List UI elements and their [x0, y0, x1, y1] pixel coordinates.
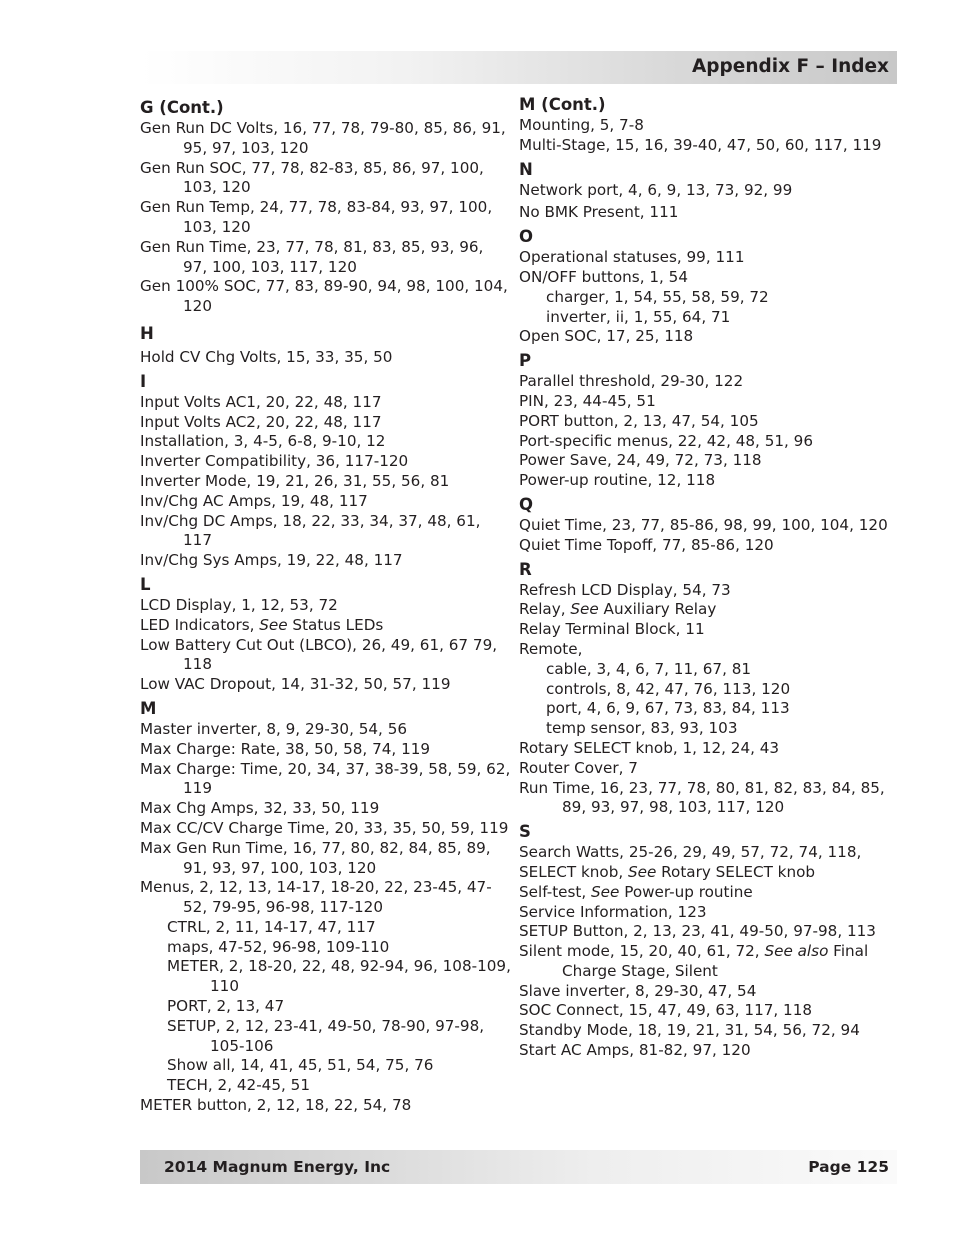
- section-heading-o: O: [519, 227, 534, 247]
- index-entry-max-gen-run-time: Max Gen Run Time, 16, 77, 80, 82, 84, 85, 89, 91, 93, 97, 100, 103, 120: [140, 838, 491, 877]
- index-entry-inverter-compatibility: Inverter Compatibility, 36, 117-120: [140, 452, 409, 471]
- index-column-right: [519, 94, 899, 1061]
- footer-page-number: Page 125: [808, 1158, 889, 1176]
- index-entry-standby-mode: Standby Mode, 18, 19, 21, 31, 54, 56, 72, 94: [519, 1021, 860, 1040]
- index-entry-input-volts-ac2: Input Volts AC2, 20, 22, 48, 117: [140, 412, 382, 431]
- index-entry-max-chg-amps: Max Chg Amps, 32, 33, 50, 119: [140, 799, 380, 818]
- index-subentry-remote-port: port, 4, 6, 9, 67, 73, 83, 84, 113: [546, 699, 790, 718]
- index-entry-meter-button: METER button, 2, 12, 18, 22, 54, 78: [140, 1096, 412, 1115]
- index-entry-port-specific-menus: Port-specific menus, 22, 42, 48, 51, 96: [519, 431, 814, 450]
- index-entry-multi-stage: Multi-Stage, 15, 16, 39-40, 47, 50, 60, 117, 119: [519, 135, 882, 154]
- index-entry-installation: Installation, 3, 4-5, 6-8, 9-10, 12: [140, 432, 386, 451]
- index-entry-menus: Menus, 2, 12, 13, 14-17, 18-20, 22, 23-45, 47-52, 79-95, 96-98, 117-120: [140, 878, 492, 917]
- index-entry-gen-100-soc: Gen 100% SOC, 77, 83, 89-90, 94, 98, 100, 104, 120: [140, 277, 508, 316]
- index-subentry-port: PORT, 2, 13, 47: [167, 997, 285, 1016]
- index-entry-max-charge-time: Max Charge: Time, 20, 34, 37, 38-39, 58, 59, 62, 119: [140, 759, 511, 798]
- index-entry-power-save: Power Save, 24, 49, 72, 73, 118: [519, 451, 762, 470]
- section-heading-g-cont: G (Cont.): [140, 98, 224, 117]
- section-heading-m: M: [140, 698, 157, 718]
- section-heading-p: P: [519, 351, 532, 371]
- index-entry-lbco: Low Battery Cut Out (LBCO), 26, 49, 61, 67 79, 118: [140, 635, 498, 674]
- index-entry-pin: PIN, 23, 44-45, 51: [519, 391, 656, 410]
- index-entry-input-volts-ac1: Input Volts AC1, 20, 22, 48, 117: [140, 392, 382, 411]
- index-entry-router-cover: Router Cover, 7: [519, 758, 638, 777]
- index-subentry-ctrl: CTRL, 2, 11, 14-17, 47, 117: [167, 917, 376, 936]
- index-entry-power-up-routine: Power-up routine, 12, 118: [519, 471, 716, 490]
- index-entry-network-port: Network port, 4, 6, 9, 13, 73, 92, 99: [519, 180, 793, 199]
- index-entry-inv-chg-sys-amps: Inv/Chg Sys Amps, 19, 22, 48, 117: [140, 551, 403, 570]
- index-entry-self-test: Self-test, See Power-up routine: [519, 882, 753, 901]
- index-entry-inv-chg-ac-amps: Inv/Chg AC Amps, 19, 48, 117: [140, 491, 368, 510]
- index-subentry-controls: controls, 8, 42, 47, 76, 113, 120: [546, 679, 791, 698]
- index-subentry-cable: cable, 3, 4, 6, 7, 11, 67, 81: [546, 659, 752, 678]
- index-entry-mounting: Mounting, 5, 7-8: [519, 116, 644, 134]
- index-entry-gen-run-soc: Gen Run SOC, 77, 78, 82-83, 85, 86, 97, 100, 103, 120: [140, 158, 484, 197]
- index-entry-setup-button: SETUP Button, 2, 13, 23, 41, 49-50, 97-98, 113: [519, 922, 876, 941]
- index-entry-run-time: Run Time, 16, 23, 77, 78, 80, 81, 82, 83, 84, 85, 89, 93, 97, 98, 103, 117, 120: [519, 778, 885, 817]
- index-entry-max-charge-rate: Max Charge: Rate, 38, 50, 58, 74, 119: [140, 739, 431, 758]
- index-subentry-inverter: inverter, ii, 1, 55, 64, 71: [546, 307, 731, 326]
- page-header-title: Appendix F – Index: [691, 56, 889, 77]
- index-subentry-charger: charger, 1, 54, 55, 58, 59, 72: [546, 287, 769, 306]
- index-entry-quiet-time-topoff: Quiet Time Topoff, 77, 85-86, 120: [519, 535, 774, 554]
- index-entry-inverter-mode: Inverter Mode, 19, 21, 26, 31, 55, 56, 81: [140, 471, 450, 490]
- index-entry-relay-terminal-block: Relay Terminal Block, 11: [519, 620, 705, 639]
- index-entry-quiet-time: Quiet Time, 23, 77, 85-86, 98, 99, 100, 104, 120: [519, 515, 888, 534]
- index-entry-max-cc-cv-charge-time: Max CC/CV Charge Time, 20, 33, 35, 50, 59, 119: [140, 818, 509, 837]
- index-entry-operational-statuses: Operational statuses, 99, 111: [519, 248, 745, 267]
- index-entry-search-watts: Search Watts, 25-26, 29, 49, 57, 72, 74, 118,: [519, 843, 862, 862]
- index-entry-select-knob: SELECT knob, See Rotary SELECT knob: [519, 862, 816, 881]
- index-entry-gen-run-dc-volts: Gen Run DC Volts, 16, 77, 78, 79-80, 85, 86, 91, 95, 97, 103, 120: [140, 119, 506, 157]
- index-subentry-temp-sensor: temp sensor, 83, 93, 103: [546, 719, 738, 738]
- index-column-left: [140, 97, 512, 1116]
- index-entry-start-ac-amps: Start AC Amps, 81-82, 97, 120: [519, 1041, 751, 1060]
- footer-company: 2014 Magnum Energy, Inc: [164, 1158, 391, 1176]
- index-entry-low-vac-dropout: Low VAC Dropout, 14, 31-32, 50, 57, 119: [140, 675, 451, 694]
- index-entry-on-off-buttons: ON/OFF buttons, 1, 54: [519, 267, 688, 286]
- section-heading-s: S: [519, 822, 531, 842]
- index-entry-inv-chg-dc-amps: Inv/Chg DC Amps, 18, 22, 33, 34, 37, 48, 61, 117: [140, 511, 481, 550]
- index-subentry-maps: maps, 47-52, 96-98, 109-110: [167, 937, 390, 956]
- index-entry-soc-connect: SOC Connect, 15, 47, 49, 63, 117, 118: [519, 1001, 813, 1020]
- index-entry-lcd-display: LCD Display, 1, 12, 53, 72: [140, 595, 338, 614]
- index-entry-remote: Remote,: [519, 639, 583, 658]
- index-entry-service-information: Service Information, 123: [519, 902, 707, 921]
- index-subentry-meter: METER, 2, 18-20, 22, 48, 92-94, 96, 108-109, 110: [167, 957, 511, 996]
- index-entry-led-indicators: LED Indicators, See Status LEDs: [140, 615, 384, 634]
- index-entry-port-button: PORT button, 2, 13, 47, 54, 105: [519, 411, 759, 430]
- section-heading-h: H: [140, 323, 154, 343]
- index-entry-rotary-select-knob: Rotary SELECT knob, 1, 12, 24, 43: [519, 738, 780, 757]
- index-entry-no-bmk-present: No BMK Present, 111: [519, 203, 679, 222]
- index-subentry-setup: SETUP, 2, 12, 23-41, 49-50, 78-90, 97-98, 105-106: [167, 1016, 485, 1055]
- section-heading-r: R: [519, 559, 532, 579]
- section-heading-i: I: [140, 371, 147, 391]
- section-heading-q: Q: [519, 494, 534, 514]
- section-heading-m-cont: M (Cont.): [519, 95, 606, 114]
- index-entry-gen-run-temp: Gen Run Temp, 24, 77, 78, 83-84, 93, 97, 100, 103, 120: [140, 198, 493, 236]
- index-entry-hold-cv-chg-volts: Hold CV Chg Volts, 15, 33, 35, 50: [140, 347, 393, 366]
- index-entry-gen-run-time: Gen Run Time, 23, 77, 78, 81, 83, 85, 93, 96, 97, 100, 103, 117, 120: [140, 237, 484, 276]
- index-entry-relay: Relay, See Auxiliary Relay: [519, 600, 717, 619]
- index-entry-open-soc: Open SOC, 17, 25, 118: [519, 327, 694, 346]
- index-subentry-tech: TECH, 2, 42-45, 51: [167, 1076, 310, 1095]
- index-entry-master-inverter: Master inverter, 8, 9, 29-30, 54, 56: [140, 719, 408, 738]
- index-entry-slave-inverter: Slave inverter, 8, 29-30, 47, 54: [519, 981, 757, 1000]
- header-band: [140, 51, 897, 84]
- section-heading-l: L: [140, 574, 151, 594]
- index-entry-parallel-threshold: Parallel threshold, 29-30, 122: [519, 372, 744, 391]
- index-entry-refresh-lcd-display: Refresh LCD Display, 54, 73: [519, 580, 731, 599]
- index-subentry-show-all: Show all, 14, 41, 45, 51, 54, 75, 76: [167, 1056, 434, 1075]
- footer-band: [140, 1150, 897, 1184]
- section-heading-n: N: [519, 159, 533, 179]
- index-entry-silent-mode: Silent mode, 15, 20, 40, 61, 72, See also Final Charge Stage, Silent: [519, 942, 869, 980]
